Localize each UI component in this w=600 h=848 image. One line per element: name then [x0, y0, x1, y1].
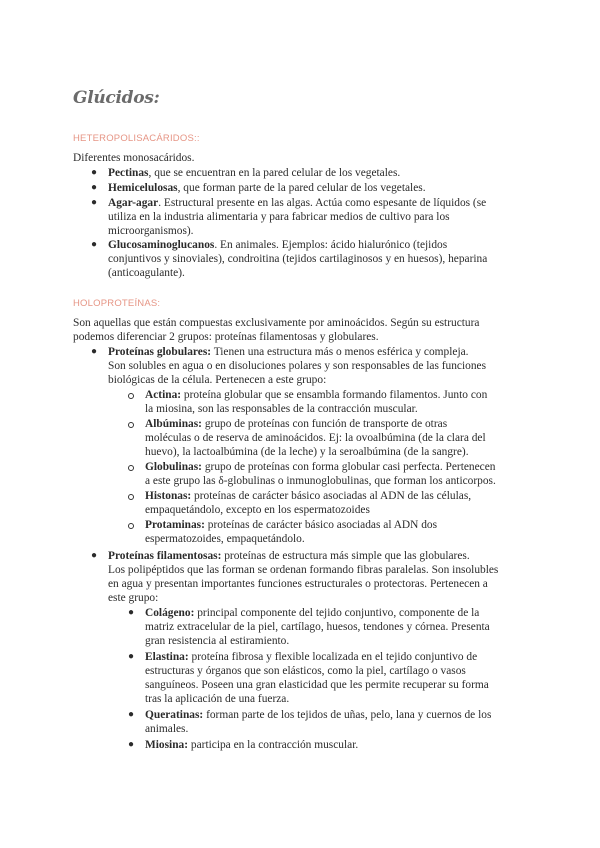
list-item-actina: Actina: proteína globular que se ensambla formando filamentos. Junto con [145, 389, 488, 401]
colageno-line: gran resistencia al estiramiento. [145, 635, 290, 647]
page-title: Glúcidos: [73, 88, 160, 108]
holo-intro-line: Son aquellas que están compuestas exclusivamente por aminoácidos. Según su estructura [73, 317, 480, 329]
bullet-icon: ● [128, 709, 135, 720]
list-item-colageno: Colágeno: principal componente del tejido conjuntivo, componente de la [145, 607, 480, 619]
circle-bullet-icon [128, 393, 134, 399]
elastina-line: estructuras y órganos que son elásticos, como la piel, cartílago o vasos [145, 665, 466, 677]
globulares-line: Son solubles en agua o en disoluciones polares y son responsables de las funciones [108, 360, 487, 372]
list-item-glucosaminoglucanos-line: (anticoagulante). [108, 267, 185, 279]
filamentosas-line: Los polipéptidos que las forman se ordenan formando fibras paralelas. Son insolubles [108, 564, 499, 576]
actina-line: la miosina, son las responsables de la contracción muscular. [145, 403, 418, 415]
list-item-agar: Agar-agar. Estructural presente en las algas. Actúa como espesante de líquidos (se [108, 197, 487, 209]
circle-bullet-icon [128, 494, 134, 500]
histonas-line: empaquetándolo, excepto en los espermatozoides [145, 504, 370, 516]
hetero-intro: Diferentes monosacáridos. [73, 152, 195, 164]
queratinas-line: animales. [145, 723, 189, 735]
list-item-agar-line: microorganismos). [108, 225, 194, 237]
globulinas-line: a este grupo las δ-globulinas o inmunoglobulinas, que forman los anticorpos. [145, 475, 496, 487]
albuminas-line: moléculas o de reserva de aminoácidos. Ej: la ovoalbúmina (de la clara del [145, 432, 486, 444]
list-item-histonas: Histonas: proteínas de carácter básico asociadas al ADN de las células, [145, 490, 472, 502]
list-item-pectinas: Pectinas, que se encuentran en la pared celular de los vegetales. [108, 167, 401, 179]
protaminas-line: espermatozoides, empaquetándolo. [145, 533, 305, 545]
holo-intro-line: podemos diferenciar 2 grupos: proteínas filamentosas y globulares. [73, 331, 379, 343]
list-item-agar-line: utiliza en la industria alimentaria y para fabricar medios de cultivo para los [108, 211, 450, 223]
bullet-icon: ● [91, 197, 98, 208]
bullet-icon: ● [91, 346, 98, 357]
section-heading-heteropolisacaridos: HETEROPOLISACÁRIDOS:: [73, 133, 200, 144]
list-item-queratinas: Queratinas: forman parte de los tejidos de uñas, pelo, lana y cuernos de los [145, 709, 492, 721]
list-item-glucosaminoglucanos: Glucosaminoglucanos. En animales. Ejemplos: ácido hialurónico (tejidos [108, 239, 448, 251]
section-heading-holoproteinas: HOLOPROTEÍNAS: [73, 298, 161, 309]
list-item-protaminas: Protaminas: proteínas de carácter básico asociadas al ADN dos [145, 519, 438, 531]
bullet-icon: ● [91, 167, 98, 178]
bullet-icon: ● [128, 607, 135, 618]
list-item-miosina: Miosina: participa en la contracción muscular. [145, 739, 359, 751]
circle-bullet-icon [128, 465, 134, 471]
colageno-line: matriz extracelular de la piel, cartílago, huesos, tendones y córnea. Presenta [145, 621, 490, 633]
filamentosas-line: este grupo: [108, 592, 159, 604]
bullet-icon: ● [91, 550, 98, 561]
list-item-hemicelulosas: Hemicelulosas, que forman parte de la pared celular de los vegetales. [108, 182, 426, 194]
list-item-elastina: Elastina: proteína fibrosa y flexible localizada en el tejido conjuntivo de [145, 651, 478, 663]
bullet-icon: ● [91, 182, 98, 193]
list-item-glucosaminoglucanos-line: conjuntivos y sinoviales), condroitina (tejidos cartilaginosos y en huesos), heparina [108, 253, 488, 265]
list-item-albuminas: Albúminas: grupo de proteínas con función de transporte de otras [145, 418, 448, 430]
elastina-line: tras la aplicación de una fuerza. [145, 693, 290, 705]
circle-bullet-icon [128, 523, 134, 529]
list-item-proteinas-globulares: Proteínas globulares: Tienen una estructura más o menos esférica y compleja. [108, 346, 469, 358]
list-item-globulinas: Globulinas: grupo de proteínas con forma globular casi perfecta. Pertenecen [145, 461, 496, 473]
circle-bullet-icon [128, 422, 134, 428]
list-item-proteinas-filamentosas: Proteínas filamentosas: proteínas de estructura más simple que las globulares. [108, 550, 470, 562]
bullet-icon: ● [128, 651, 135, 662]
albuminas-line: huevo), la lactoalbúmina (de la leche) y la seroalbúmina (de la sangre). [145, 446, 469, 458]
globulares-line: biológicas de la célula. Pertenecen a este grupo: [108, 374, 327, 386]
bullet-icon: ● [91, 239, 98, 250]
filamentosas-line: en agua y presentan importantes funciones estructurales o protectoras. Pertenecen a [108, 578, 488, 590]
elastina-line: sanguíneos. Poseen una gran elasticidad que les permite recuperar su forma [145, 679, 489, 691]
bullet-icon: ● [128, 739, 135, 750]
